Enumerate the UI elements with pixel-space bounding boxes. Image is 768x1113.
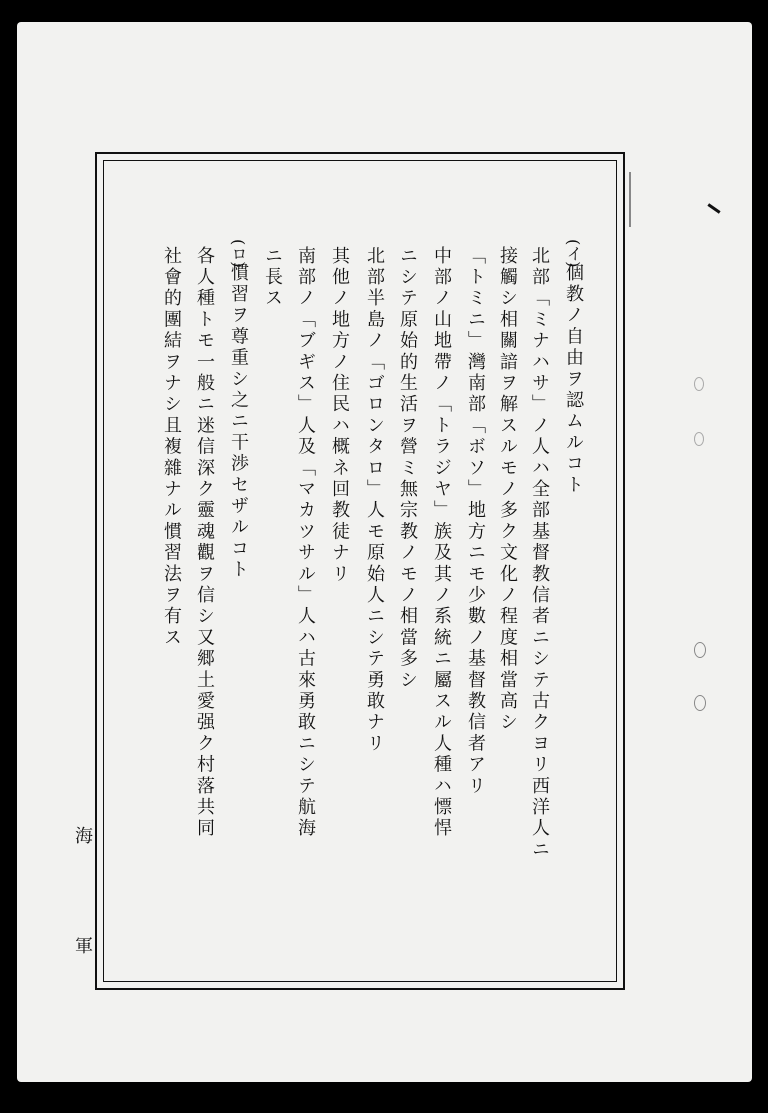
scan-mark — [629, 172, 631, 227]
text-column: ニシテ原始的生活ヲ營ミ無宗教ノモノ相當多シ — [397, 246, 418, 692]
text-column: 北部半島ノ「ゴロンタロ」人モ原始人ニシテ勇敢ナリ — [364, 246, 385, 755]
text-column: 其他ノ地方ノ住民ハ概ネ回教徒ナリ — [329, 246, 350, 586]
text-column: 北部「ミナハサ」ノ人ハ全部基督教信者ニシテ古クヨリ西洋人ニ — [529, 246, 550, 861]
text-column: 各人種トモ一般ニ迷信深ク靈魂觀ヲ信シ又郷土愛强ク村落共同 — [194, 246, 215, 840]
text-column: 南部ノ「ブギス」人及「マカツサル」人ハ古來勇敢ニシテ航海 — [295, 246, 316, 840]
binding-hole-mark — [694, 377, 704, 391]
section-heading-b: 慣習ヲ尊重シ之ニ干渉セザルコト — [228, 263, 249, 581]
text-column: 「トミニ」灣南部「ボソ」地方ニモ少數ノ基督教信者アリ — [465, 246, 486, 798]
binding-hole-mark — [694, 432, 704, 446]
section-heading-a: 個教ノ自由ヲ認ムルコト — [563, 263, 584, 497]
text-column: 接觸シ相關諳ヲ解スルモノ多ク文化ノ程度相當高シ — [497, 246, 518, 734]
scan-mark — [707, 203, 720, 213]
margin-label-top: 海 — [75, 826, 93, 847]
binding-hole-mark — [694, 642, 706, 658]
section-marker-b: (ロ) — [229, 239, 248, 268]
section-marker-a: (イ) — [564, 239, 583, 268]
document-sheet — [17, 22, 752, 1082]
binding-hole-mark — [694, 695, 706, 711]
text-column: 社會的團結ヲナシ且複雜ナル慣習法ヲ有ス — [161, 246, 182, 649]
margin-label-bottom: 軍 — [75, 936, 93, 957]
text-column: 中部ノ山地帶ノ「トラジヤ」族及其ノ系統ニ屬スル人種ハ慓悍 — [431, 246, 452, 840]
text-frame — [95, 152, 625, 990]
text-column: ニ長ス — [262, 246, 283, 310]
text-frame-inner — [103, 160, 617, 982]
